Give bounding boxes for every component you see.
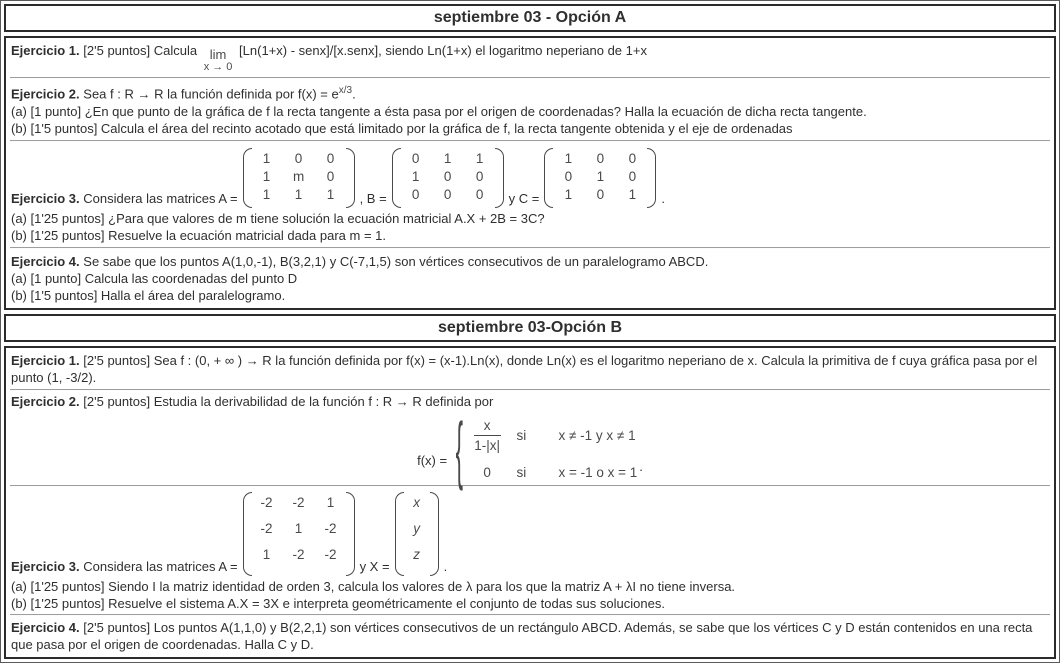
a-ej3-label: Ejercicio 3. bbox=[11, 190, 80, 206]
b-ej2-text: [2'5 puntos] Estudia la derivabilidad de la función f : R → R definida por bbox=[83, 394, 494, 410]
fraction-denominator: 1-|x| bbox=[474, 438, 501, 454]
a-ej1-line bbox=[11, 42, 1049, 73]
b-ej2-statement bbox=[11, 393, 1049, 410]
matrix-C bbox=[544, 148, 656, 208]
a-ej4-item-a: (a) [1 punto] Calcula las coordenadas del punto D bbox=[11, 270, 298, 286]
piecewise-cases bbox=[474, 418, 638, 480]
option-a-title: septiembre 03 - Opción A bbox=[4, 4, 1056, 32]
matrix-cell: 0 bbox=[411, 186, 420, 202]
limit-notation bbox=[204, 49, 233, 73]
matrix-cell: 0 bbox=[628, 168, 637, 184]
a-ej1-label: Ejercicio 1. bbox=[11, 43, 80, 58]
paren-left-icon bbox=[392, 148, 401, 208]
b-ej3-intro bbox=[11, 559, 238, 574]
case1-condition: x ≠ -1 y x ≠ 1 bbox=[558, 428, 636, 444]
paren-right-icon bbox=[430, 492, 439, 576]
b-ej3-sep1: y X = bbox=[359, 558, 390, 574]
piecewise-function bbox=[11, 405, 1049, 493]
matrix-cell: 1 bbox=[443, 150, 452, 166]
paren-left-icon bbox=[243, 492, 252, 576]
b-ej3-item-a: (a) [1'25 puntos] Siendo I la matriz identidad de orden 3, calcula los valores de λ para los que la matriz A + λI no tiene inversa. bbox=[11, 578, 736, 594]
a-ej2-text: Sea f : R → R la función definida por f(x) = e bbox=[83, 86, 339, 102]
paren-right-icon bbox=[495, 148, 504, 208]
matrix-cell: 1 bbox=[294, 520, 303, 536]
matrix-cell: 0 bbox=[564, 168, 573, 184]
b-ej4-text: [2'5 puntos] Los puntos A(1,1,0) y B(2,2,1) son vértices consecutivos de un rectángulo ABCD. Además, se sabe que los vértices C y D están contenidos en una recta que pasa por el origen de coordenadas. Halla C y D. bbox=[11, 619, 1033, 652]
paren-left-icon bbox=[395, 492, 404, 576]
matrix-B-cells bbox=[401, 148, 495, 208]
matrix-cell: 1 bbox=[262, 186, 271, 202]
section-a-ejercicio-1 bbox=[10, 40, 1050, 75]
matrix-cell: 0 bbox=[411, 150, 420, 166]
section-a-ejercicio-2 bbox=[10, 80, 1050, 138]
b-ej3-item-b: (b) [1'25 puntos] Resuelve el sistema A.X = 3X e interpreta geométricamente el conjunto de todas sus soluciones. bbox=[11, 595, 665, 611]
a-ej4-text: Se sabe que los puntos A(1,0,-1), B(3,2,1) y C(-7,1,5) son vértices consecutivos de un paralelogramo ABCD. bbox=[83, 253, 709, 269]
vector-X-cells bbox=[404, 492, 430, 576]
matrix-cell: 1 bbox=[564, 186, 573, 202]
matrix-cell: x bbox=[413, 494, 420, 510]
matrix-cell: -2 bbox=[260, 494, 273, 510]
paren-left-icon bbox=[243, 148, 252, 208]
matrix-cell: 1 bbox=[326, 186, 335, 202]
matrix-cell: 1 bbox=[564, 150, 573, 166]
a-ej2-statement bbox=[11, 82, 1049, 102]
a-ej3-matrix-line bbox=[11, 146, 1049, 210]
a-ej1-pre: [2'5 puntos] Calcula bbox=[83, 43, 198, 58]
a-ej4-item-b: (b) [1'5 puntos] Halla el área del paralelogramo. bbox=[11, 287, 286, 303]
matrix-cell: 1 bbox=[262, 168, 271, 184]
case1-si: si bbox=[516, 428, 527, 444]
a-ej1-post: [Ln(1+x) - senx]/[x.senx], siendo Ln(1+x) el logaritmo neperiano de 1+x bbox=[239, 43, 647, 58]
section-a-ejercicio-4 bbox=[10, 251, 1050, 306]
vector-X bbox=[395, 492, 439, 576]
matrix-cell: y bbox=[413, 520, 420, 536]
section-b-ejercicio-2 bbox=[10, 391, 1050, 493]
matrix-cell: 1 bbox=[326, 494, 335, 510]
paren-left-icon bbox=[544, 148, 553, 208]
b-ej3-intro-text: Considera las matrices A = bbox=[83, 558, 238, 574]
piecewise-fx: f(x) = bbox=[417, 453, 448, 469]
lim-top: lim bbox=[209, 47, 227, 62]
matrix-cell: -2 bbox=[260, 520, 273, 536]
matrix-cell: 1 bbox=[596, 168, 605, 184]
section-a-ejercicio-3 bbox=[10, 144, 1050, 246]
brace-icon: { bbox=[455, 405, 464, 493]
section-b-ejercicio-1 bbox=[10, 350, 1050, 388]
matrix-cell: 1 bbox=[262, 546, 271, 562]
matrix-cell: 0 bbox=[326, 150, 335, 166]
paren-right-icon bbox=[647, 148, 656, 208]
matrix-C-cells bbox=[553, 148, 647, 208]
b-ej3-matrix-line bbox=[11, 490, 1049, 578]
divider bbox=[10, 77, 1050, 79]
matrix-cell: 0 bbox=[596, 150, 605, 166]
a-ej4-label: Ejercicio 4. bbox=[11, 253, 80, 269]
matrix-cell: 1 bbox=[262, 150, 271, 166]
option-a-content bbox=[4, 36, 1056, 310]
b-ej3-label: Ejercicio 3. bbox=[11, 558, 80, 574]
matrix-cell: z bbox=[413, 546, 420, 562]
a-ej3-intro-text: Considera las matrices A = bbox=[83, 190, 238, 206]
matrix-cell: m bbox=[292, 168, 305, 184]
case2-condition: x = -1 o x = 1 bbox=[558, 465, 638, 481]
lim-bottom: x → 0 bbox=[203, 61, 233, 73]
b-ej1-label: Ejercicio 1. bbox=[11, 353, 80, 368]
matrix-cell: 1 bbox=[475, 150, 484, 166]
matrix-cell: -2 bbox=[292, 494, 305, 510]
divider bbox=[10, 247, 1050, 249]
matrix-cell: -2 bbox=[324, 520, 337, 536]
matrix-cell: -2 bbox=[324, 546, 337, 562]
fraction-numerator: x bbox=[474, 418, 501, 436]
matrix-cell: 1 bbox=[411, 168, 420, 184]
matrix-cell: 0 bbox=[475, 168, 484, 184]
matrix-cell: 1 bbox=[294, 186, 303, 202]
a-ej2-item-a: (a) [1 punto] ¿En que punto de la gráfica de f la recta tangente a ésta pasa por el origen de coordenadas? Halla la ecuación de dicha recta tangente. bbox=[11, 103, 867, 119]
b-ej2-label: Ejercicio 2. bbox=[11, 394, 80, 410]
section-b-ejercicio-3 bbox=[10, 488, 1050, 614]
a-ej3-item-b: (b) [1'25 puntos] Resuelve la ecuación matricial dada para m = 1. bbox=[11, 227, 386, 243]
matrix-cell: 0 bbox=[475, 186, 484, 202]
matrix-A2-cells bbox=[252, 492, 346, 576]
b-ej1-text: [2'5 puntos] Sea f : (0, + ∞ ) → R la función definida por f(x) = (x-1).Ln(x), donde Ln(x) es el logaritmo neperiano de x. Calcula la primitiva de f cuya gráfica pasa por el punto (1, -3/2). bbox=[11, 353, 1038, 385]
option-b-content bbox=[4, 346, 1056, 659]
divider bbox=[10, 140, 1050, 142]
case2-si: si bbox=[516, 465, 527, 481]
matrix-A-cells bbox=[252, 148, 346, 208]
matrix-B bbox=[392, 148, 504, 208]
matrix-A bbox=[243, 148, 355, 208]
fraction bbox=[474, 418, 501, 453]
a-ej3-sep2: y C = bbox=[508, 190, 540, 206]
a-ej3-end: . bbox=[661, 190, 666, 206]
matrix-cell: 1 bbox=[628, 186, 637, 202]
a-ej2-label: Ejercicio 2. bbox=[11, 86, 80, 102]
section-b-ejercicio-4 bbox=[10, 617, 1050, 655]
a-ej4-statement bbox=[11, 253, 1049, 270]
paren-right-icon bbox=[346, 148, 355, 208]
b-ej3-end: . bbox=[443, 558, 448, 574]
exponent: x/3 bbox=[338, 85, 353, 97]
matrix-A2 bbox=[243, 492, 355, 576]
matrix-cell: 0 bbox=[596, 186, 605, 202]
a-ej2-period: . bbox=[352, 86, 356, 102]
b-ej4-label: Ejercicio 4. bbox=[11, 619, 80, 635]
b-ej4-statement bbox=[11, 619, 1049, 653]
a-ej3-intro bbox=[11, 191, 238, 206]
a-ej3-item-a: (a) [1'25 puntos] ¿Para que valores de m tiene solución la ecuación matricial A.X + 2B = 3C? bbox=[11, 210, 545, 226]
matrix-cell: -2 bbox=[292, 546, 305, 562]
case2-value: 0 bbox=[483, 465, 491, 481]
option-b-title: septiembre 03-Opción B bbox=[4, 314, 1056, 342]
b-ej1-statement bbox=[11, 352, 1049, 386]
a-ej2-item-b: (b) [1'5 puntos] Calcula el área del recinto acotado que está limitado por la gráfica de f, la recta tangente obtenida y el eje de ordenadas bbox=[11, 120, 793, 136]
matrix-cell: 0 bbox=[326, 168, 335, 184]
matrix-cell: 0 bbox=[443, 186, 452, 202]
matrix-cell: 0 bbox=[443, 168, 452, 184]
piecewise-end: . bbox=[639, 459, 643, 475]
paren-right-icon bbox=[346, 492, 355, 576]
a-ej3-sep1: , B = bbox=[359, 190, 387, 206]
matrix-cell: 0 bbox=[294, 150, 303, 166]
matrix-cell: 0 bbox=[628, 150, 637, 166]
